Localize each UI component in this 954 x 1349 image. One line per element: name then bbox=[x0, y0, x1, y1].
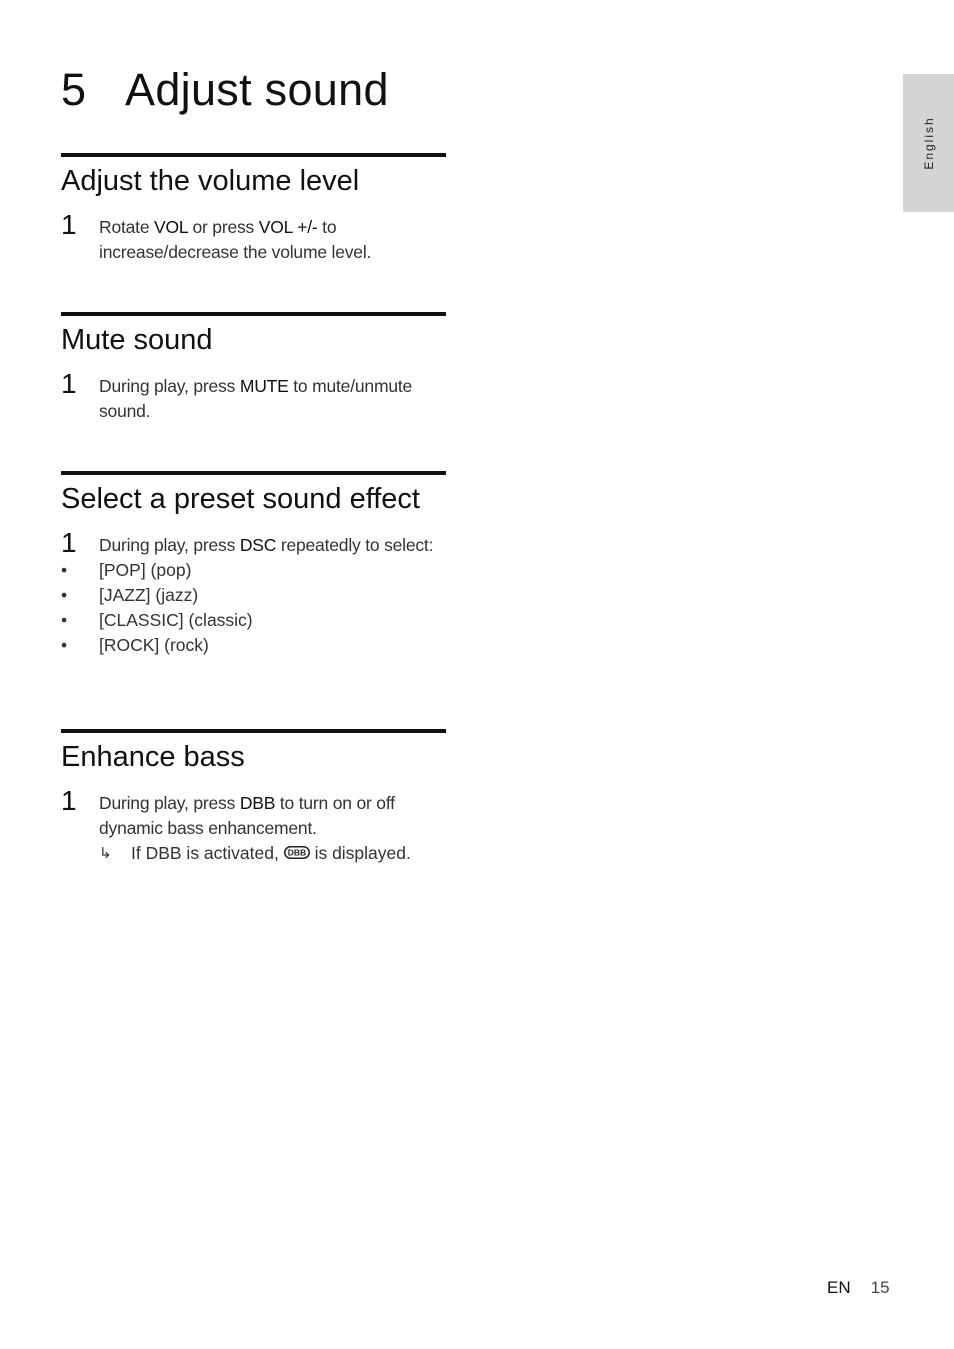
text-run: to turn on or off dynamic bass enhancement. bbox=[99, 793, 395, 838]
list-item bbox=[61, 583, 446, 608]
page-footer bbox=[827, 1278, 890, 1298]
list-item-text: [CLASSIC] (classic) bbox=[99, 610, 253, 630]
step-number: 1 bbox=[61, 368, 77, 399]
list-item bbox=[61, 608, 446, 633]
step bbox=[61, 209, 446, 265]
section-enhance-bass bbox=[61, 729, 446, 866]
bullet-icon: • bbox=[61, 585, 68, 605]
key-vol-plus-minus: VOL +/- bbox=[258, 217, 318, 237]
section-mute-sound bbox=[61, 312, 446, 424]
text-run: to mute/unmute sound. bbox=[99, 376, 413, 421]
text-run: During play, press bbox=[99, 376, 240, 396]
section-adjust-volume bbox=[61, 153, 446, 265]
list-item-text: [POP] (pop) bbox=[99, 560, 192, 580]
key-mute: MUTE bbox=[239, 376, 289, 396]
page-number: 15 bbox=[870, 1278, 890, 1297]
step-text bbox=[99, 533, 446, 558]
section-heading: Select a preset sound effect bbox=[61, 483, 420, 515]
preset-list bbox=[61, 558, 446, 658]
section-preset-sound-effect bbox=[61, 471, 446, 658]
step-number: 1 bbox=[61, 209, 77, 240]
dbb-icon bbox=[284, 846, 310, 859]
footer-language: EN bbox=[827, 1278, 851, 1297]
text-run: During play, press bbox=[99, 535, 240, 555]
bullet-icon: • bbox=[61, 610, 68, 630]
section-divider bbox=[61, 153, 446, 157]
step-text bbox=[99, 374, 446, 424]
text-run: repeatedly to select: bbox=[276, 535, 434, 555]
text-run: Rotate bbox=[99, 217, 155, 237]
key-dsc: DSC bbox=[239, 535, 277, 555]
list-item-text: [ROCK] (rock) bbox=[99, 635, 209, 655]
step bbox=[61, 785, 446, 866]
text-run: During play, press bbox=[99, 793, 240, 813]
section-heading: Mute sound bbox=[61, 324, 213, 356]
result-arrow-icon: ↳ bbox=[99, 845, 112, 862]
step bbox=[61, 527, 446, 558]
bullet-icon: • bbox=[61, 560, 68, 580]
key-vol: VOL bbox=[154, 217, 188, 237]
section-divider bbox=[61, 729, 446, 733]
step-number: 1 bbox=[61, 527, 77, 558]
step-number: 1 bbox=[61, 785, 77, 816]
result-text: If DBB is activated, bbox=[131, 843, 284, 863]
bullet-icon: • bbox=[61, 635, 68, 655]
step-text bbox=[99, 791, 446, 841]
chapter-title bbox=[61, 64, 389, 116]
dbb-icon-label: DBB bbox=[287, 847, 306, 858]
section-divider bbox=[61, 471, 446, 475]
step-text bbox=[99, 215, 446, 265]
result-text: is displayed. bbox=[309, 843, 411, 863]
key-dbb: DBB bbox=[239, 793, 276, 813]
section-divider bbox=[61, 312, 446, 316]
list-item bbox=[61, 558, 446, 583]
section-heading: Adjust the volume level bbox=[61, 165, 360, 197]
section-heading: Enhance bass bbox=[61, 741, 245, 773]
list-item bbox=[61, 633, 446, 658]
chapter-number: 5 bbox=[61, 64, 87, 115]
step bbox=[61, 368, 446, 424]
text-run: or press bbox=[187, 217, 259, 237]
result-line bbox=[99, 841, 446, 866]
language-tab bbox=[903, 74, 954, 212]
chapter-title-text: Adjust sound bbox=[125, 64, 389, 115]
list-item-text: [JAZZ] (jazz) bbox=[99, 585, 199, 605]
text-run: to increase/decrease the volume level. bbox=[99, 217, 372, 262]
language-tab-label: English bbox=[921, 116, 936, 170]
